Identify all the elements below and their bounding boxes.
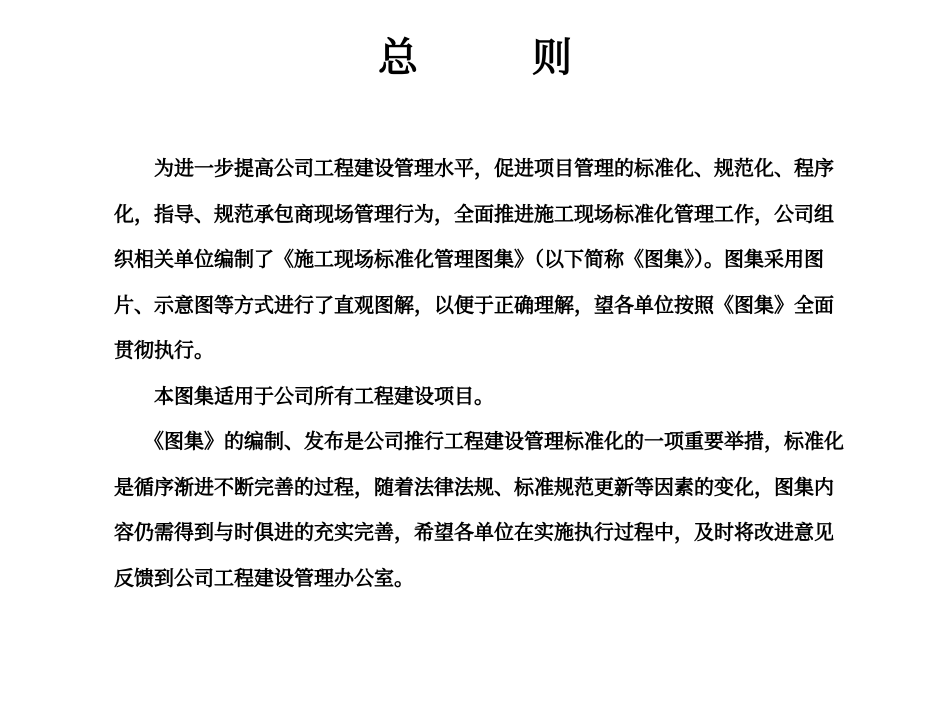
paragraph-intro: 为进一步提高公司工程建设管理水平，促进项目管理的标准化、规范化、程序化，指导、规范承包商现场管理行为，全面推进施工现场标准化管理工作，公司组织相关单位编制了《施工现场标准化管理图集》（以下简称《图集》）。图集采用图片、示意图等方式进行了直观图解，以便于正确理解，望各单位按照《图集》全面贯彻执行。 <box>114 156 834 362</box>
paragraph-note: 《图集》的编制、发布是公司推行工程建设管理标准化的一项重要举措，标准化是循序渐进不断完善的过程，随着法律法规、标准规范更新等因素的变化，图集内容仍需得到与时俱进的充实完善，希望各单位在实施执行过程中，及时将改进意见反馈到公司工程建设管理办公室。 <box>114 429 844 590</box>
paragraph-scope: 本图集适用于公司所有工程建设项目。 <box>154 383 494 408</box>
page-title: 总 则 <box>378 35 622 81</box>
document-body <box>114 146 849 601</box>
